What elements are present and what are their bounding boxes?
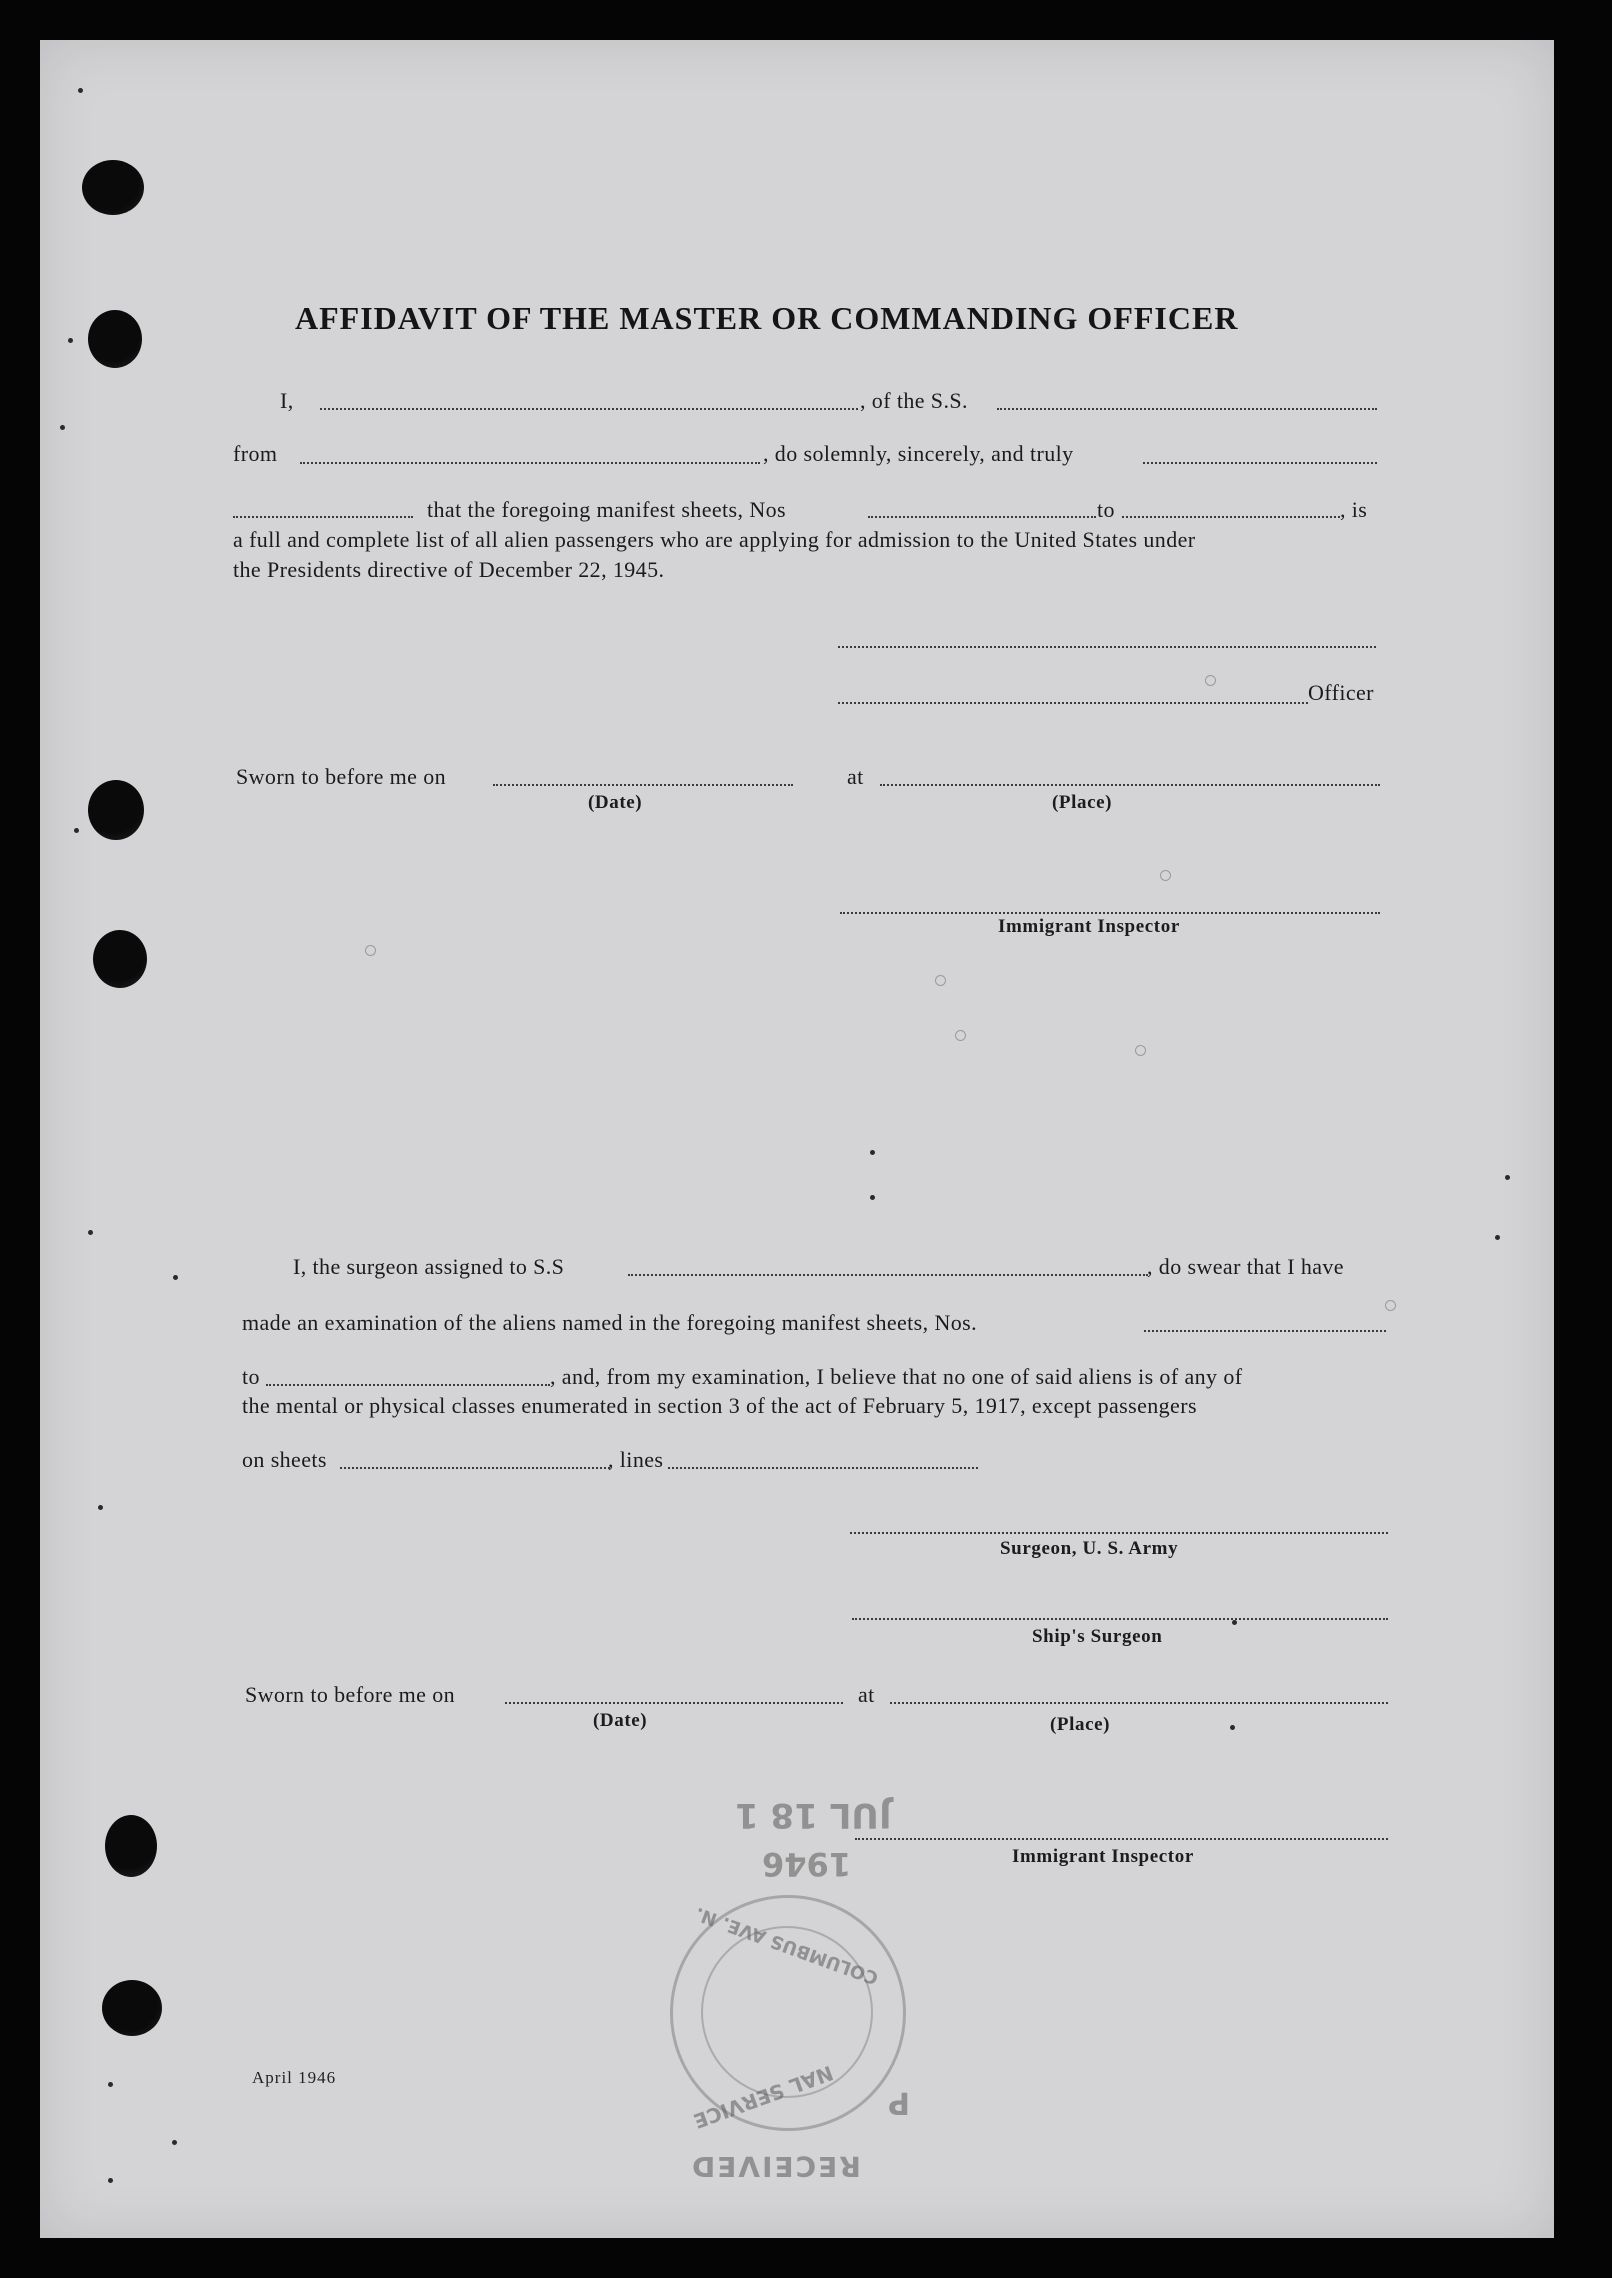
surgeon-nos-to-field[interactable] <box>266 1384 550 1386</box>
master-from-field[interactable] <box>300 462 760 464</box>
scan-speck <box>1160 870 1171 881</box>
surgeon-swear-label: , do swear that I have <box>1147 1254 1344 1279</box>
scan-speck <box>1135 1045 1146 1056</box>
scan-speck <box>1232 1620 1237 1625</box>
scan-speck <box>88 1230 93 1235</box>
master-foregoing-label: that the foregoing manifest sheets, Nos <box>427 497 786 522</box>
army-surgeon-label: Surgeon, U. S. Army <box>1000 1538 1179 1559</box>
ship-surgeon-signature-field[interactable] <box>852 1618 1388 1620</box>
punch-hole <box>105 1815 157 1877</box>
surgeon-statement-line: , and, from my examination, I believe that no one of said aliens is of any of <box>550 1364 1243 1389</box>
surgeon-statement-line: the mental or physical classes enumerated in section 3 of the act of February 5, 1917, except passengers <box>242 1393 1197 1418</box>
master-sworn-label: Sworn to before me on <box>236 764 447 789</box>
master-signature-field[interactable] <box>838 646 1376 648</box>
master-date-caption: (Date) <box>588 792 643 813</box>
master-verb-field[interactable] <box>233 516 413 518</box>
master-solemnly-label: , do solemnly, sincerely, and truly <box>763 441 1074 466</box>
surgeon-lines-label: , lines <box>608 1447 664 1472</box>
master-is-label: , is <box>1340 497 1368 522</box>
punch-hole <box>102 1980 162 2036</box>
surgeon-intro-label: I, the surgeon assigned to S.S <box>293 1254 565 1279</box>
army-surgeon-signature-field[interactable] <box>850 1532 1388 1534</box>
master-statement-line: a full and complete list of all alien passengers who are applying for admission to the United States under <box>233 527 1196 552</box>
master-from-label: from <box>233 441 278 466</box>
officer-label: Officer <box>1308 680 1374 705</box>
master-name-field[interactable] <box>320 408 858 410</box>
stamp-service-text: NAL SERVICE <box>690 2060 837 2134</box>
surgeon-ship-field[interactable] <box>628 1274 1148 1276</box>
surgeon-lines-field[interactable] <box>668 1467 978 1469</box>
stamp-year-text: 1946 <box>762 1845 852 1883</box>
form-date-footer: April 1946 <box>252 2068 337 2087</box>
stamp-date-text: JUL 18 1 <box>735 1795 892 1835</box>
scan-speck <box>68 338 73 343</box>
scan-speck <box>870 1195 875 1200</box>
scan-speck <box>955 1030 966 1041</box>
punch-hole <box>88 310 142 368</box>
surgeon-sworn-place-field[interactable] <box>890 1702 1388 1704</box>
surgeon-date-caption: (Date) <box>593 1710 648 1731</box>
scan-speck <box>172 2140 177 2145</box>
surgeon-sworn-label: Sworn to before me on <box>245 1682 456 1707</box>
master-swear-field[interactable] <box>1143 462 1377 464</box>
scan-speck <box>78 88 83 93</box>
surgeon-to-label: to <box>242 1364 260 1389</box>
surgeon-place-caption: (Place) <box>1050 1714 1111 1735</box>
stamp-received-text: RECEIVED <box>690 2150 861 2183</box>
form-title: AFFIDAVIT OF THE MASTER OR COMMANDING OFFICER <box>295 300 1239 336</box>
master-inspector-signature-field[interactable] <box>840 912 1380 914</box>
master-to-label: to <box>1097 497 1115 522</box>
master-nos-from-field[interactable] <box>868 516 1096 518</box>
officer-title-field[interactable] <box>838 702 1308 704</box>
master-i-label: I, <box>280 388 294 413</box>
surgeon-sworn-date-field[interactable] <box>505 1702 843 1704</box>
stamp-side-letter: P <box>888 2085 910 2120</box>
master-of-ss-label: , of the S.S. <box>860 388 968 413</box>
scan-speck <box>74 828 79 833</box>
scan-speck <box>60 425 65 430</box>
surgeon-nos-from-field[interactable] <box>1144 1330 1386 1332</box>
punch-hole <box>93 930 147 988</box>
surgeon-sheets-label: on sheets <box>242 1447 327 1472</box>
master-nos-to-field[interactable] <box>1122 516 1340 518</box>
scan-speck <box>1385 1300 1396 1311</box>
scan-speck <box>935 975 946 986</box>
surgeon-sheets-field[interactable] <box>340 1467 610 1469</box>
master-place-caption: (Place) <box>1052 792 1113 813</box>
master-inspector-label: Immigrant Inspector <box>998 916 1180 937</box>
scan-speck <box>173 1275 178 1280</box>
scan-speck <box>1495 1235 1500 1240</box>
scan-speck <box>1230 1725 1235 1730</box>
master-sworn-place-field[interactable] <box>880 784 1380 786</box>
stamp-ring-text: COLUMBUS AVE. N. <box>692 1902 882 1989</box>
scan-speck <box>365 945 376 956</box>
surgeon-inspector-label: Immigrant Inspector <box>1012 1846 1194 1867</box>
surgeon-at-label: at <box>858 1682 875 1707</box>
master-at-label: at <box>847 764 864 789</box>
scan-speck <box>98 1505 103 1510</box>
surgeon-inspector-signature-field[interactable] <box>855 1838 1388 1840</box>
scan-speck <box>870 1150 875 1155</box>
scan-speck <box>108 2178 113 2183</box>
scan-speck <box>1505 1175 1510 1180</box>
master-statement-line: the Presidents directive of December 22, 1945. <box>233 557 665 582</box>
ship-surgeon-label: Ship's Surgeon <box>1032 1626 1163 1647</box>
punch-hole <box>82 160 144 215</box>
scan-speck <box>1205 675 1216 686</box>
master-sworn-date-field[interactable] <box>493 784 793 786</box>
surgeon-exam-line: made an examination of the aliens named in the foregoing manifest sheets, Nos. <box>242 1310 977 1335</box>
punch-hole <box>88 780 144 840</box>
master-ship-field[interactable] <box>997 408 1377 410</box>
scan-speck <box>108 2082 113 2087</box>
